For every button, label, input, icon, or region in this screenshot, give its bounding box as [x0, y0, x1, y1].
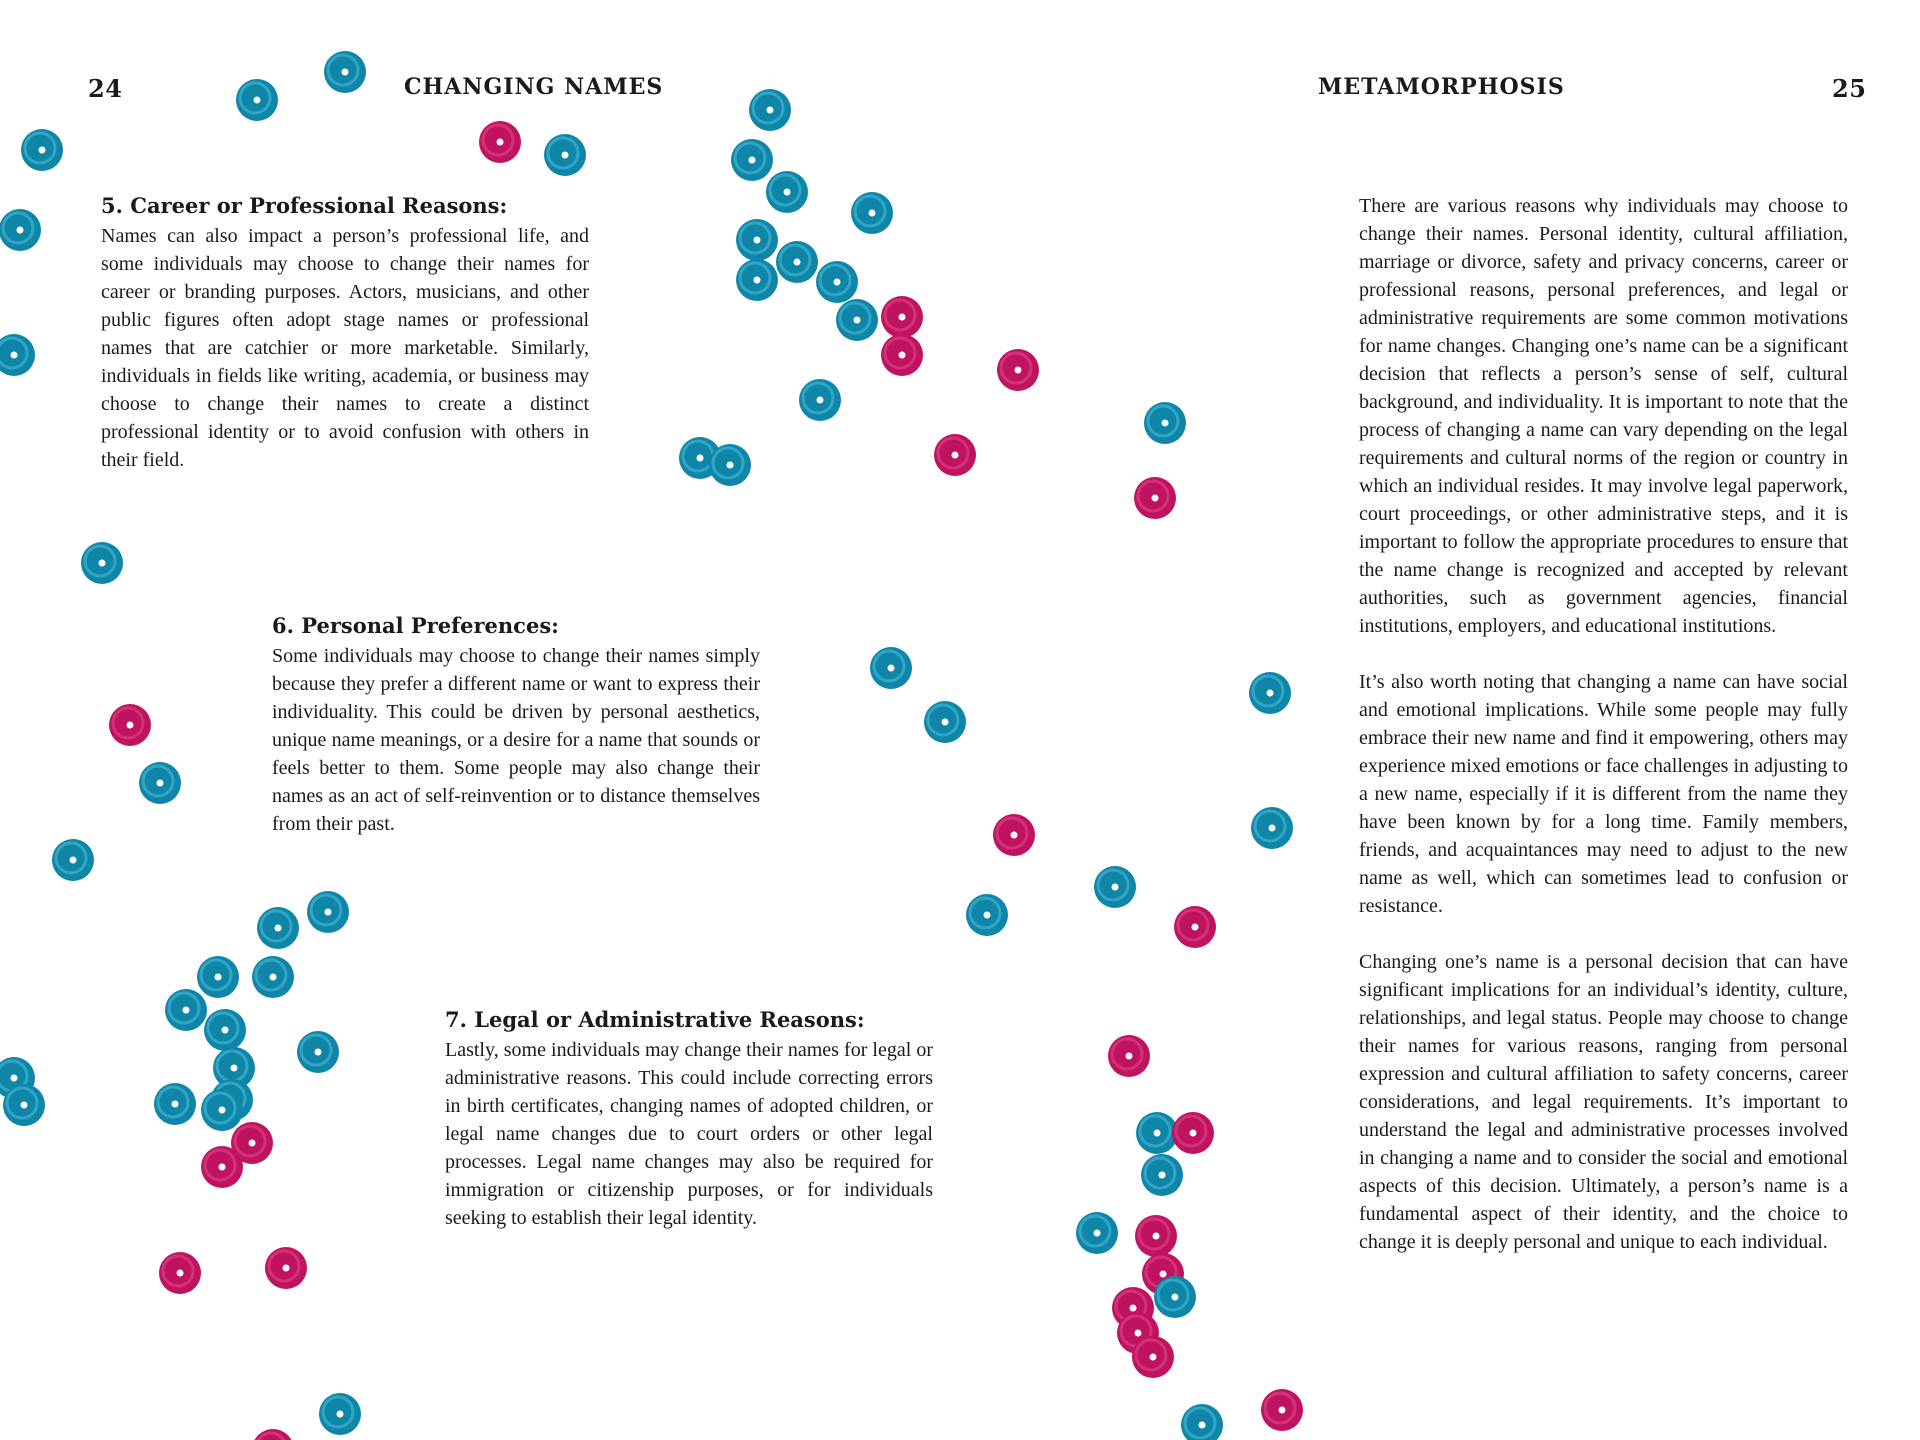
sequin-blue [1141, 1154, 1183, 1196]
sequin-blue [1181, 1404, 1223, 1440]
section-heading: 7. Legal or Administrative Reasons: [445, 1007, 865, 1032]
section-career [101, 192, 589, 474]
sequin-blue [766, 171, 808, 213]
sequin-blue [154, 1083, 196, 1125]
sequin-blue [165, 989, 207, 1031]
sequin-blue [252, 956, 294, 998]
sequin-magenta [934, 434, 976, 476]
sequin-magenta [993, 814, 1035, 856]
sequin-magenta [1112, 1287, 1154, 1329]
sequin-blue [736, 259, 778, 301]
sequin-magenta [109, 704, 151, 746]
sequin-blue [1136, 1112, 1178, 1154]
section-legal [445, 1006, 933, 1232]
sequin-blue [816, 261, 858, 303]
sequin-blue [307, 891, 349, 933]
sequin-magenta [1108, 1035, 1150, 1077]
page-number-left: 24 [88, 74, 123, 103]
sequin-blue [52, 839, 94, 881]
sequin-blue [1144, 402, 1186, 444]
sequin-blue [966, 894, 1008, 936]
sequin-blue [1154, 1276, 1196, 1318]
sequin-blue [0, 1057, 35, 1099]
sequin-magenta [1174, 906, 1216, 948]
sequin-blue [324, 51, 366, 93]
sequin-magenta [997, 349, 1039, 391]
sequin-blue [197, 956, 239, 998]
sequin-magenta [1135, 1215, 1177, 1257]
sequin-blue [3, 1084, 45, 1126]
sequin-magenta [881, 334, 923, 376]
sequin-magenta [1134, 477, 1176, 519]
body-paragraph: It’s also worth noting that changing a name can have social and emotional implications. While some people may fully embrace their new name and find it empowering, others may experience mixed emotions or face challenges in adjusting to a new name, especially if it is different from the name they have been known by for a long time. Family members, friends, and acquaintances may need to adjust to the new name as well, which can sometimes lead to confusion or resistance. [1359, 671, 1848, 917]
sequin-blue [1251, 807, 1293, 849]
sequin-magenta [1142, 1253, 1184, 1295]
sequin-magenta [201, 1146, 243, 1188]
sequin-blue [213, 1047, 255, 1089]
sequin-magenta [1132, 1336, 1174, 1378]
sequin-magenta [252, 1429, 294, 1440]
section-body: Lastly, some individuals may change their names for legal or administrative reasons. This could include correcting errors in birth certificates, changing names of adopted children, or legal name changes due to court orders or other legal processes. Legal name changes may also be required for immigration or citizenship purposes, or for individuals seeking to establish their legal identity. [445, 1039, 933, 1229]
sequin-blue [544, 134, 586, 176]
sequin-magenta [479, 121, 521, 163]
sequin-blue [236, 79, 278, 121]
page-number-right: 25 [1832, 74, 1867, 103]
sequin-blue [201, 1089, 243, 1131]
running-head-right: METAMORPHOSIS [1318, 74, 1565, 100]
section-heading: 6. Personal Preferences: [272, 613, 559, 638]
sequin-blue [139, 762, 181, 804]
sequin-blue [0, 334, 35, 376]
sequin-blue [679, 437, 721, 479]
sequin-blue [870, 647, 912, 689]
sequin-blue [0, 209, 41, 251]
sequin-blue [204, 1009, 246, 1051]
sequin-blue [924, 701, 966, 743]
sequin-blue [21, 129, 63, 171]
sequin-magenta [159, 1252, 201, 1294]
sequin-magenta [881, 296, 923, 338]
body-paragraph: There are various reasons why individuals may choose to change their names. Personal identity, cultural affiliation, marriage or divorce, safety and privacy concerns, career or professional reasons, personal preferences, and legal or administrative requirements are some common motivations for name changes. Changing one’s name can be a significant decision that reflects a person’s sense of self, cultural background, and individuality. It is important to note that the process of changing a name can vary depending on the legal requirements and cultural norms of the region or country in which an individual resides. It may involve legal paperwork, court proceedings, or other administrative steps, and it is important to follow the appropriate procedures to ensure that the name change is recognized and accepted by relevant authorities, such as government agencies, financial institutions, employers, and educational institutions. [1359, 195, 1848, 637]
sequin-blue [1249, 672, 1291, 714]
sequin-magenta [1117, 1312, 1159, 1354]
sequin-blue [257, 907, 299, 949]
sequin-magenta [265, 1247, 307, 1289]
sequin-blue [709, 444, 751, 486]
running-head-left: CHANGING NAMES [404, 74, 664, 100]
sequin-magenta [231, 1122, 273, 1164]
sequin-blue [1076, 1212, 1118, 1254]
sequin-blue [1094, 866, 1136, 908]
sequin-blue [836, 299, 878, 341]
sequin-blue [211, 1079, 253, 1121]
body-paragraph: Changing one’s name is a personal decision that can have significant implications for an individual’s identity, culture, relationships, and legal status. People may choose to change their names for various reasons, ranging from personal expression and cultural affiliation to safety concerns, career considerations, and legal requirements. It’s important to understand the legal and administrative processes involved in changing a name and to consider the social and emotional aspects of this decision. Ultimately, a person’s name is a fundamental aspect of their identity, and the choice to change it is deeply personal and unique to each individual. [1359, 951, 1848, 1253]
sequin-blue [736, 219, 778, 261]
sequin-blue [731, 139, 773, 181]
section-body: Names can also impact a person’s professional life, and some individuals may choose to change their names for career or branding purposes. Actors, musicians, and other public figures often adopt stage names or professional names that are catchier or more marketable. Similarly, individuals in fields like writing, academia, or business may choose to change their names to create a distinct professional identity or to avoid confusion with others in their field. [101, 225, 589, 471]
sequin-magenta [1172, 1112, 1214, 1154]
right-page-body [1359, 192, 1848, 1284]
section-heading: 5. Career or Professional Reasons: [101, 193, 508, 218]
sequin-blue [776, 241, 818, 283]
section-personal [272, 612, 760, 838]
sequin-magenta [1261, 1389, 1303, 1431]
sequin-blue [81, 542, 123, 584]
sequin-blue [851, 192, 893, 234]
sequin-blue [749, 89, 791, 131]
section-body: Some individuals may choose to change their names simply because they prefer a different name or want to express their individuality. This could be driven by personal aesthetics, unique name meanings, or a desire for a name that sounds or feels better to them. Some people may also change their names as an act of self-reinvention or to distance themselves from their past. [272, 645, 760, 835]
sequin-blue [297, 1031, 339, 1073]
sequin-blue [799, 379, 841, 421]
sequin-blue [319, 1393, 361, 1435]
